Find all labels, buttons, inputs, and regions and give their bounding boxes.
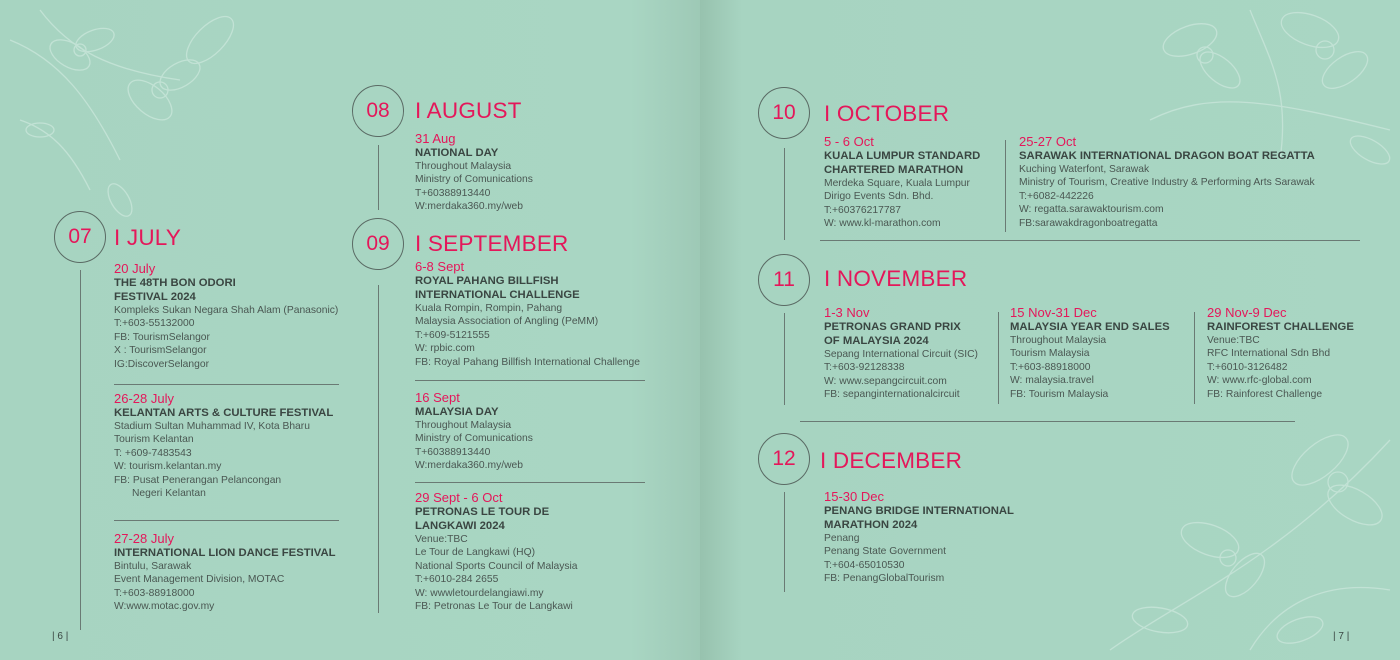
column-divider [1005,140,1006,232]
column-divider [998,312,999,404]
event-le-tour-de-langkawi: 29 Sept - 6 Oct PETRONAS LE TOUR DE LANGKAWI 2024 Venue:TBC Le Tour de Langkawi (HQ) National Sports Council of Malaysia T:+6010-284 2655 W: wwwletourdelangiawi.my FB: Petronas Le Tour de Langkawi [415,490,578,613]
event-petronas-grand-prix: 1-3 Nov PETRONAS GRAND PRIX OF MALAYSIA 2024 Sepang International Circuit (SIC) T:+603-92128338 W: www.sepangcircuit.com FB: sepanginternationalcircuit [824,305,978,401]
month-title-september: I SEPTEMBER [415,231,569,256]
event-royal-pahang-billfish: 6-8 Sept ROYAL PAHANG BILLFISH INTERNATIONAL CHALLENGE Kuala Rompin, Rompin, Pahang Malaysia Association of Angling (PeMM) T:+609-5121555 W: rpbic.com FB: Royal Pahang Billfish International Challenge [415,259,640,368]
month-number-july: 07 [54,211,106,263]
month-number-october: 10 [758,87,810,139]
column-divider [1194,312,1195,404]
month-title-august: I AUGUST [415,98,522,123]
event-dragon-boat-regatta: 25-27 Oct SARAWAK INTERNATIONAL DRAGON BOAT REGATTA Kuching Waterfont, Sarawak Ministry of Tourism, Creative Industry & Performing Arts Sarawak T:+6082-442226 W: regatta.sarawaktourism.com FB:sarawakdragonboatregatta [1019,134,1315,229]
event-national-day: 31 Aug NATIONAL DAY Throughout Malaysia Ministry of Comunications T+60388913440 W:merdaka360.my/web [415,131,533,213]
page-number-left: | 6 | [52,631,69,642]
divider [415,482,645,483]
page-number-right: | 7 | [1333,631,1350,642]
event-year-end-sales: 15 Nov-31 Dec MALAYSIA YEAR END SALES Throughout Malaysia Tourism Malaysia T:+603-88918000 W: malaysia.travel FB: Tourism Malaysia [1010,305,1170,400]
event-bon-odori: 20 July THE 48TH BON ODORI FESTIVAL 2024 Kompleks Sukan Negara Shah Alam (Panasonic) T:+603-55132000 FB: TourismSelangor X : TourismSelangor IG:DiscoverSelangor [114,261,339,370]
divider [820,240,1360,241]
event-kl-marathon: 5 - 6 Oct KUALA LUMPUR STANDARD CHARTERED MARATHON Merdeka Square, Kuala Lumpur Dirigo Events Sdn. Bhd. T:+60376217787 W: www.kl-marathon.com [824,134,981,230]
divider [114,384,339,385]
event-lion-dance: 27-28 July INTERNATIONAL LION DANCE FESTIVAL Bintulu, Sarawak Event Management Division, MOTAC T:+603-88918000 W:www.motac.gov.my [114,531,336,613]
timeline-line-october [784,148,785,240]
timeline-line-november [784,313,785,405]
month-title-july: I JULY [114,225,182,250]
divider [800,421,1295,422]
month-number-december: 12 [758,433,810,485]
event-malaysia-day: 16 Sept MALAYSIA DAY Throughout Malaysia Ministry of Comunications T+60388913440 W:merdaka360.my/web [415,390,533,472]
right-page [700,0,1400,660]
timeline-line-august [378,145,379,210]
timeline-line-july [80,270,81,630]
event-rainforest-challenge: 29 Nov-9 Dec RAINFOREST CHALLENGE Venue:TBC RFC International Sdn Bhd T:+6010-3126482 W: www.rfc-global.com FB: Rainforest Challenge [1207,305,1354,400]
event-kelantan-arts: 26-28 July KELANTAN ARTS & CULTURE FESTIVAL Stadium Sultan Muhammad IV, Kota Bharu Tourism Kelantan T: +609-7483543 W: tourism.kelantan.my FB: Pusat Penerangan Pelancongan Negeri Kelantan [114,391,334,500]
month-number-september: 09 [352,218,404,270]
divider [415,380,645,381]
month-title-october: I OCTOBER [824,101,950,126]
floral-decoration-bottom-right [1100,400,1400,660]
event-penang-bridge-marathon: 15-30 Dec PENANG BRIDGE INTERNATIONAL MARATHON 2024 Penang Penang State Government T:+604-65010530 FB: PenangGlobalTourism [824,489,1014,585]
month-title-november: I NOVEMBER [824,266,968,291]
month-number-august: 08 [352,85,404,137]
month-title-december: I DECEMBER [820,448,963,473]
timeline-line-september [378,285,379,613]
divider [114,520,339,521]
timeline-line-december [784,492,785,592]
floral-decoration-top-left [0,0,260,230]
month-number-november: 11 [758,254,810,306]
